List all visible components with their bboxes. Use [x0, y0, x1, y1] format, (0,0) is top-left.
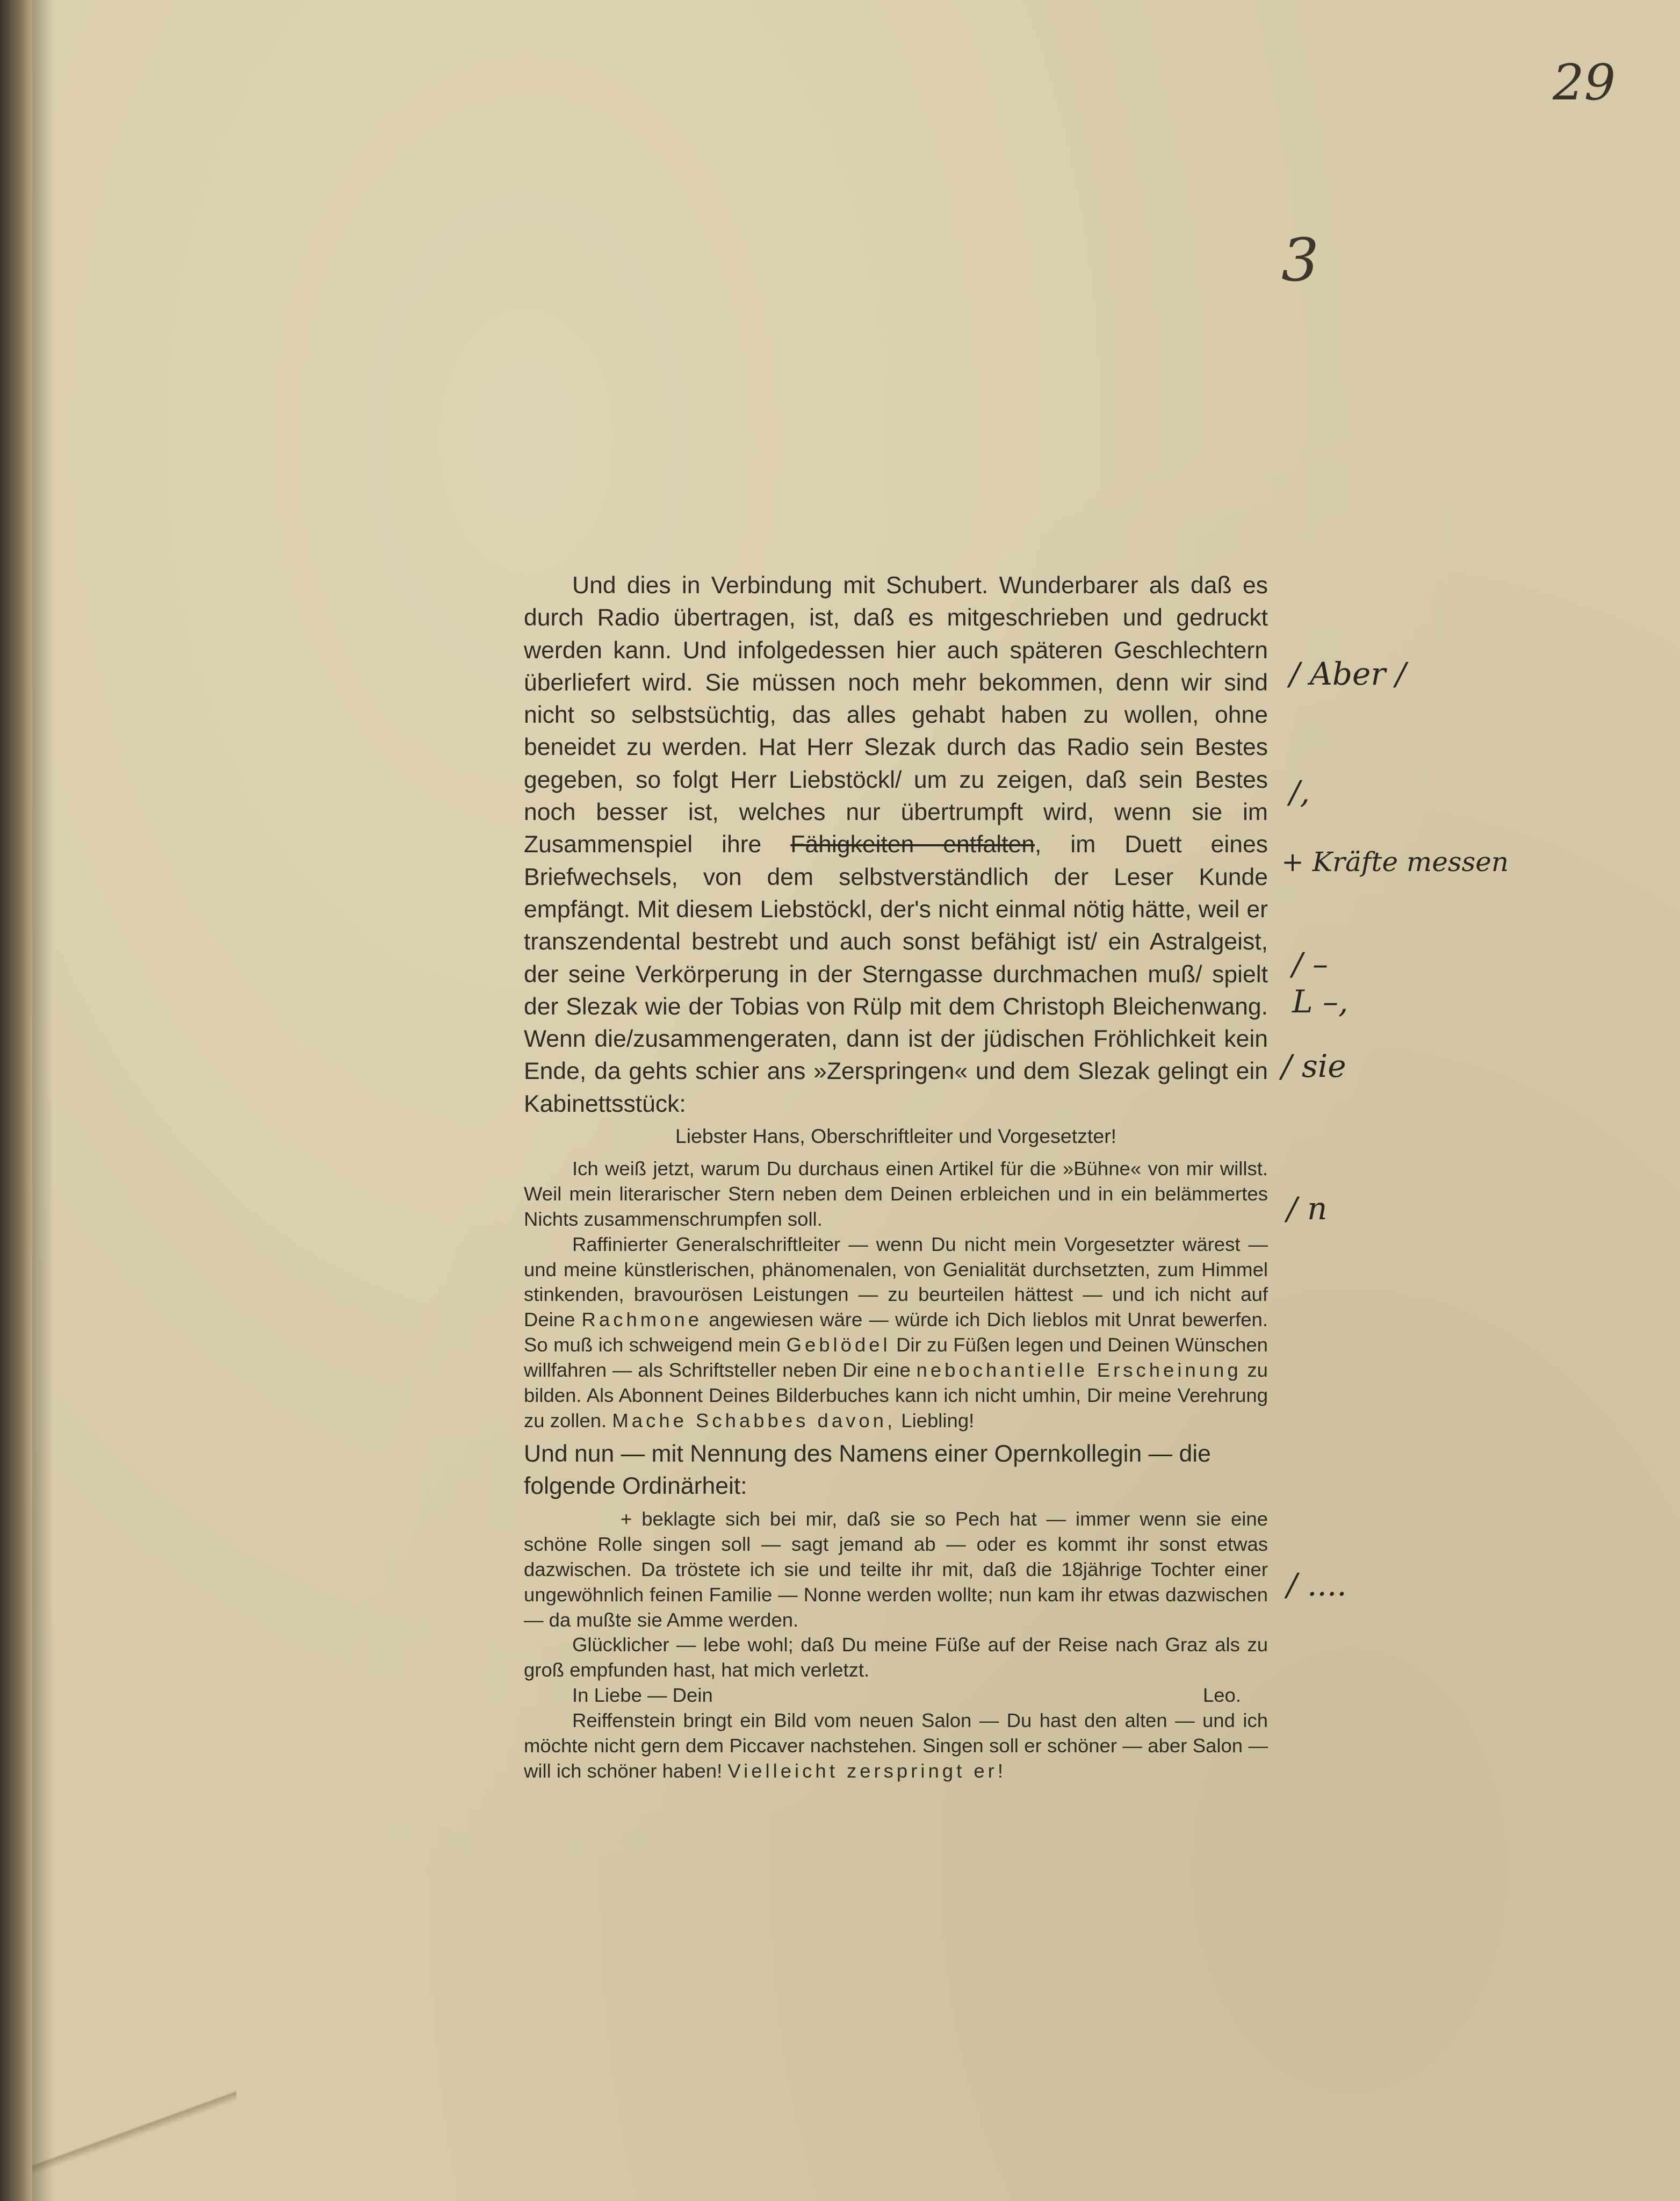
- letter-signature: Leo.: [1202, 1684, 1241, 1707]
- margin-note: + Kräfte messen: [1281, 846, 1509, 877]
- letter-text: Raffinierter Generalschriftleiter — wenn Du nicht mein Vorgesetzter wärest — und meine künstlerischen, phänomenalen, von Genialität durchsetzten, zum Himmel stinkenden, bravourösen Leistungen — zu beurteilen hättest — und ich nicht auf Deine: [524, 1233, 1268, 1331]
- margin-note: / ....: [1287, 1566, 1347, 1603]
- letter-salutation: Liebster Hans, Oberschriftleiter und Vorgesetzter!: [675, 1125, 1117, 1148]
- letter-2: [524, 1507, 1268, 1784]
- letter-1-paragraph-1: Ich weiß jetzt, warum Du durchaus einen Artikel für die »Bühne« von mir willst. Weil mein literarischer Stern neben dem Deinen erbleichen und in ein belämmertes Nichts zusammenschrumpfen soll.: [524, 1157, 1268, 1230]
- letter-text: Liebling!: [901, 1409, 975, 1432]
- margin-note: / Aber /: [1289, 656, 1407, 692]
- letter-signoff: [524, 1683, 1268, 1708]
- letter-1-paragraph-2: [524, 1232, 1268, 1434]
- spaced-word: nebochantielle Erscheinung: [916, 1359, 1242, 1382]
- letter-text: angewiesen wäre — würde ich Dich lieblos mit Unrat bewerfen. So muß ich schweigend mein: [524, 1308, 1268, 1356]
- letter-closing: In Liebe — Dein: [572, 1684, 713, 1707]
- letter-1: [524, 1124, 1268, 1434]
- letter-postscript: [524, 1708, 1268, 1784]
- page-number: 29: [1553, 54, 1616, 111]
- letter-2-paragraph-1: [524, 1507, 1268, 1633]
- margin-note: / sie: [1281, 1048, 1346, 1084]
- paragraph-1-continued: , im Duett eines Briefwechsels, von dem selbstverständlich der Leser Kunde empfängt. Mit diesem Liebstöckl, der's nicht einmal nötig hätte, weil er transzendental bestrebt und auch sonst befähigt ist/ ein Astralgeist, der seine Verkörperung in der Sterngasse durchmachen muß/ spielt der Slezak wie der Tobias von Rülp mit dem Christoph Bleichenwang. Wenn die/zusammengeraten, dann ist der jüdischen Fröhlichkeit kein Ende, da gehts schier ans »Zerspringen« und dem Slezak gelingt ein Kabinettsstück:: [524, 831, 1268, 1117]
- letter-text: Reiffenstein bringt ein Bild vom neuen Salon — Du hast den alten — und ich möchte nicht gern dem Piccaver nachstehen. Singen soll er schöner — aber Salon — will ich schöner haben!: [524, 1709, 1268, 1782]
- margin-note: /,: [1289, 774, 1310, 810]
- spaced-word: Rachmone: [581, 1308, 703, 1331]
- main-paragraph: [524, 570, 1268, 1120]
- struck-words: Fähigkeiten entfalten: [790, 831, 1035, 858]
- spaced-word: Geblödel: [786, 1334, 891, 1356]
- inline-correction-mark: +: [621, 1507, 632, 1530]
- letter-2-paragraph-2: Glücklicher — lebe wohl; daß Du meine Füße auf der Reise nach Graz als zu groß empfunden hast, hat mich verletzt.: [524, 1634, 1268, 1681]
- margin-note: L –,: [1292, 983, 1349, 1020]
- middle-paragraph: Und nun — mit Nennung des Namens einer Opernkollegin — die folgende Ordinärheit:: [524, 1440, 1211, 1499]
- letter-text: zu bilden. Als Abonnent Deines Bilderbuches kann ich nicht umhin, Dir meine Verehrung zu zollen.: [524, 1359, 1268, 1432]
- margin-note: / n: [1287, 1190, 1328, 1227]
- document-page: [32, 0, 1680, 2201]
- gutter-shadow: [32, 0, 54, 2201]
- margin-note: / –: [1292, 946, 1328, 982]
- spaced-word: Mache Schabbes davon,: [612, 1409, 896, 1432]
- letter-text: Dir zu Füßen legen und Deinen Wünschen willfahren — als Schriftsteller neben Dir eine: [524, 1334, 1268, 1382]
- corner-fold: [32, 2058, 236, 2201]
- section-mark: 3: [1281, 226, 1319, 294]
- letter-text: beklagte sich bei mir, daß sie so Pech hat — immer wenn sie eine schöne Rolle singen soll — sagt jemand ab — oder es kommt ihr sonst etwas dazwischen. Da tröstete ich sie und teilte ihr mit, daß die 18jährige Tochter einer ungewöhnlich feinen Familie — Nonne werden wollte; nun kam ihr etwas dazwischen — da mußte sie Amme werden.: [524, 1507, 1268, 1631]
- paragraph-1: Und dies in Verbindung mit Schubert. Wunderbarer als daß es durch Radio übertragen, ist, daß es mitgeschrieben und gedruckt werden kann. Und infolgedessen hier auch späteren Geschlechtern überliefert wird. Sie müssen noch mehr bekommen, denn wir sind nicht so selbstsüchtig, das alles gehabt haben zu wollen, ohne beneidet zu werden. Hat Herr Slezak durch das Radio sein Bestes gegeben, so folgt Herr Liebstöckl/ um zu zeigen, daß sein Bestes noch besser ist, welches nur übertrumpft wird, wenn sie im Zusammenspiel ihre: [524, 572, 1268, 858]
- spaced-word: Vielleicht zerspringt er!: [727, 1759, 1006, 1782]
- book-spine: [0, 0, 32, 2201]
- article-text: [524, 570, 1268, 1784]
